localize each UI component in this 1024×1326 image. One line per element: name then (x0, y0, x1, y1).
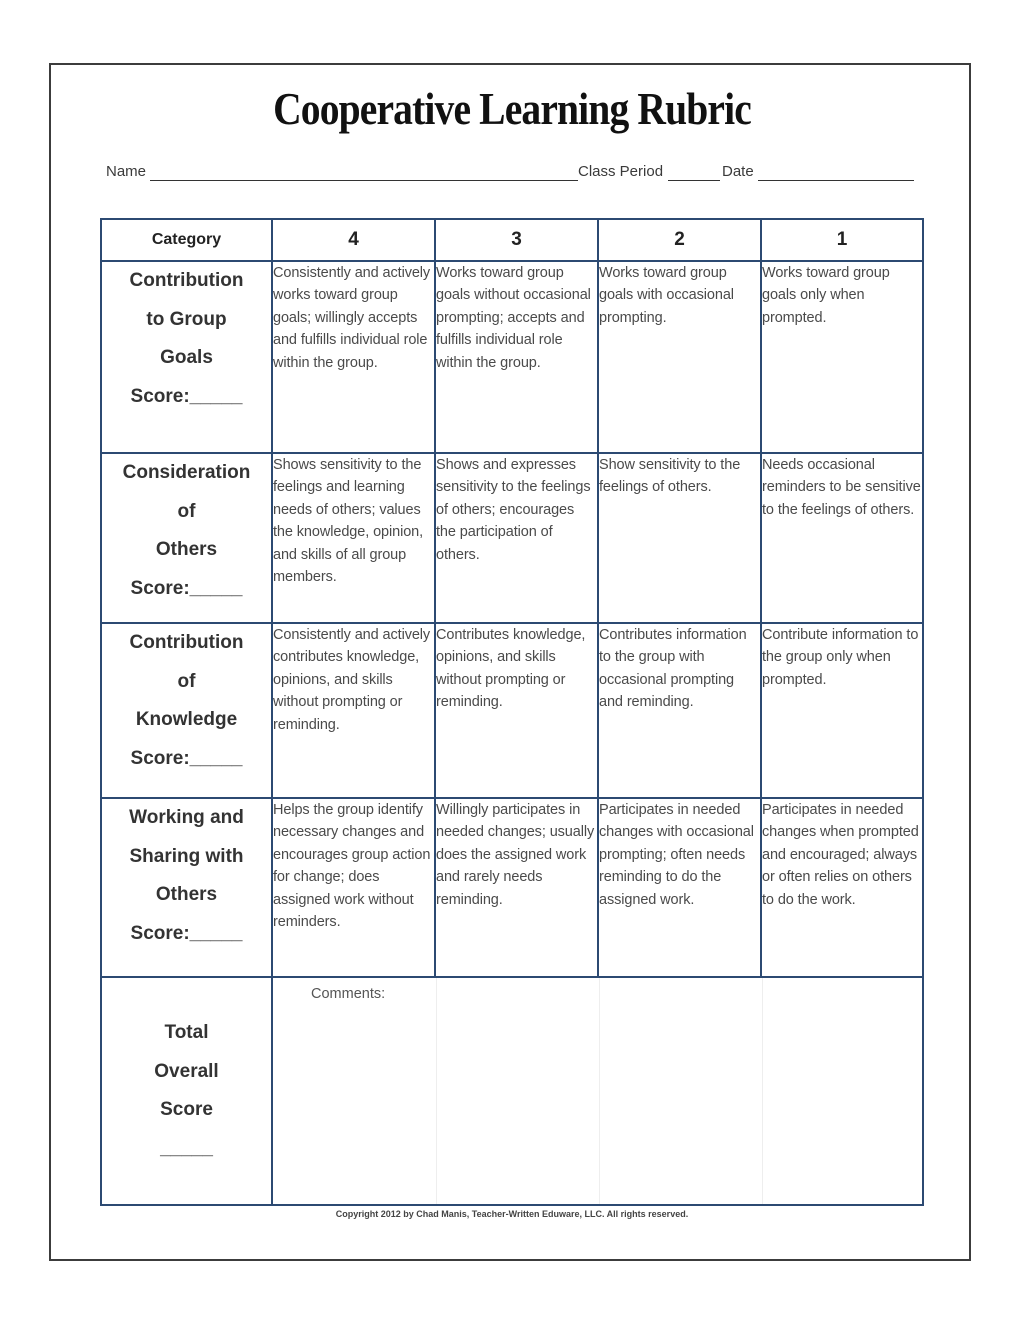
descriptor-cell: Works toward group goals with occasional prompting. (598, 261, 761, 453)
descriptor-cell: Contribute information to the group only when prompted. (761, 623, 923, 798)
category-line: Working and (129, 807, 244, 828)
date-field[interactable] (758, 180, 914, 181)
descriptor-cell: Works toward group goals only when prompted. (761, 261, 923, 453)
category-line: of (177, 670, 196, 692)
descriptor-cell: Shows sensitivity to the feelings and learning needs of others; values the knowledge, opinion, and skills of all group members. (272, 453, 435, 623)
score-label[interactable]: Score:_____ (130, 577, 243, 599)
faint-divider (436, 978, 437, 1204)
header-row (101, 219, 923, 261)
page-title: Cooperative Learning Rubric (273, 83, 751, 134)
date-label: Date (722, 163, 754, 180)
table-row (101, 798, 923, 977)
header-fields (106, 163, 916, 185)
column-header-2: 2 (598, 219, 761, 261)
table-row (101, 623, 923, 798)
descriptor-cell: Helps the group identify necessary changes and encourages group action for change; does assigned work without reminders. (272, 798, 435, 977)
total-score-blank[interactable]: _____ (160, 1137, 213, 1159)
column-header-category: Category (101, 219, 272, 261)
total-score-cell (101, 977, 272, 1205)
descriptor-cell: Participates in needed changes when prompted and encouraged; always or often relies on others to do the work. (761, 798, 923, 977)
total-line: Score (160, 1099, 213, 1120)
faint-divider (762, 978, 763, 1204)
rubric-table (100, 218, 924, 1206)
score-label[interactable]: Score:_____ (130, 747, 243, 769)
category-line: Contribution (129, 632, 244, 653)
comments-area[interactable] (272, 977, 923, 1205)
category-line: Contribution (129, 270, 244, 291)
descriptor-cell: Needs occasional reminders to be sensitive to the feelings of others. (761, 453, 923, 623)
column-header-4: 4 (272, 219, 435, 261)
descriptor-cell: Shows and expresses sensitivity to the feelings of others; encourages the participation of others. (435, 453, 598, 623)
column-header-1: 1 (761, 219, 923, 261)
category-line: Sharing with (129, 845, 244, 867)
score-label[interactable]: Score:_____ (130, 922, 243, 944)
category-line: Others (155, 539, 218, 560)
table-row (101, 453, 923, 623)
descriptor-cell: Participates in needed changes with occasional prompting; often needs reminding to do the assigned work. (598, 798, 761, 977)
descriptor-cell: Show sensitivity to the feelings of others. (598, 453, 761, 623)
total-row (101, 977, 923, 1205)
table-row (101, 261, 923, 453)
category-cell (101, 453, 272, 623)
category-cell (101, 623, 272, 798)
category-line: Goals (160, 347, 213, 368)
descriptor-cell: Contributes information to the group with occasional prompting and reminding. (598, 623, 761, 798)
category-cell (101, 798, 272, 977)
descriptor-cell: Willingly participates in needed changes; usually does the assigned work and rarely needs reminding. (435, 798, 598, 977)
descriptor-cell: Works toward group goals without occasional prompting; accepts and fulfills individual role within the group. (435, 261, 598, 453)
category-line: of (177, 500, 196, 522)
descriptor-cell: Contributes knowledge, opinions, and skills without prompting or reminding. (435, 623, 598, 798)
score-label[interactable]: Score:_____ (130, 385, 243, 407)
category-line: Others (155, 884, 218, 905)
class-period-label: Class Period (578, 163, 664, 180)
total-line: Overall (154, 1060, 219, 1082)
name-field[interactable] (150, 180, 578, 181)
class-period-field[interactable] (668, 180, 720, 181)
category-line: to Group (146, 308, 227, 330)
descriptor-cell: Consistently and actively works toward group goals; willingly accepts and fulfills individual role within the group. (272, 261, 435, 453)
category-line: Knowledge (135, 709, 238, 730)
copyright-notice: Copyright 2012 by Chad Manis, Teacher-Written Eduware, LLC. All rights reserved. (335, 1209, 689, 1219)
total-line: Total (164, 1022, 209, 1043)
comments-label: Comments: (311, 986, 386, 1002)
name-label: Name (106, 163, 147, 180)
faint-divider (599, 978, 600, 1204)
category-cell (101, 261, 272, 453)
descriptor-cell: Consistently and actively contributes knowledge, opinions, and skills without prompting or reminding. (272, 623, 435, 798)
category-line: Consideration (122, 462, 251, 483)
column-header-3: 3 (435, 219, 598, 261)
